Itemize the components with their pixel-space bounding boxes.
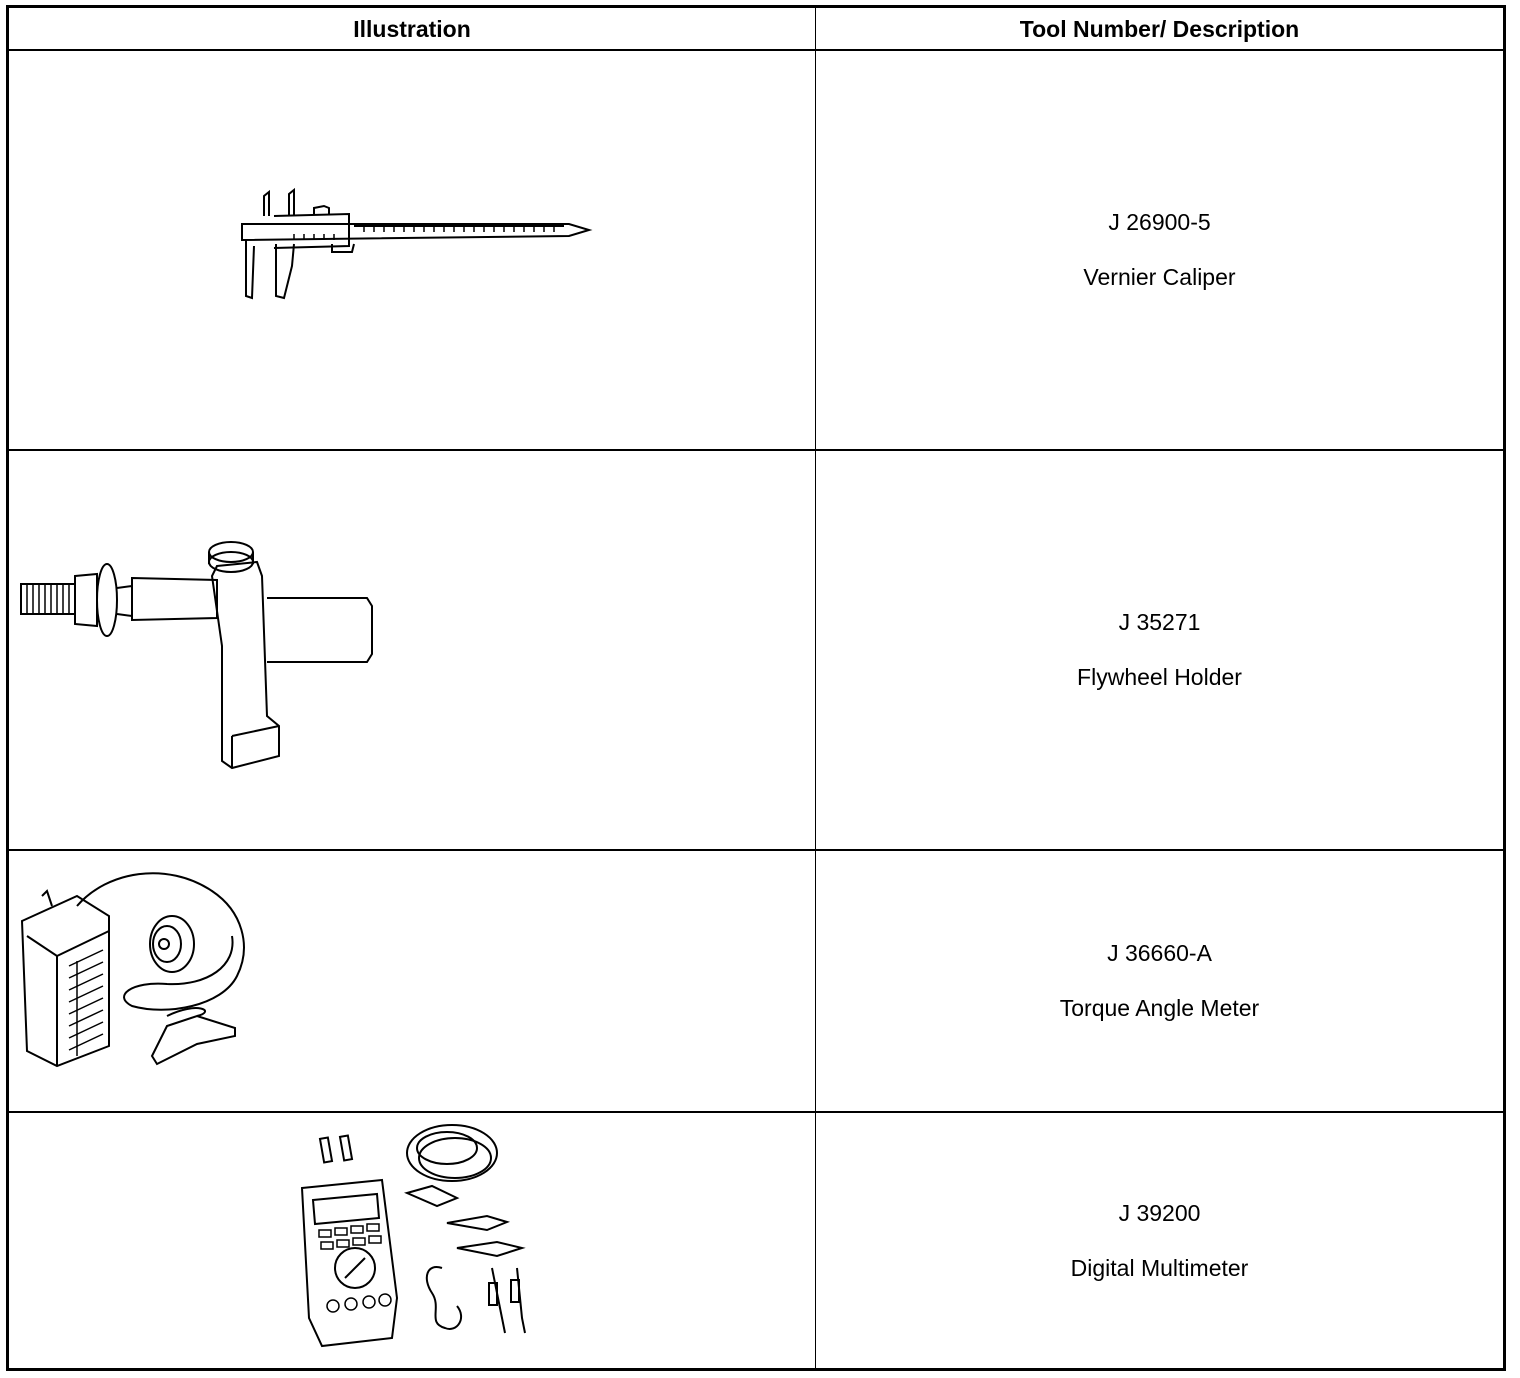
header-tool-description: Tool Number/ Description — [1019, 15, 1300, 42]
table-row-illustration — [9, 51, 815, 449]
digital-multimeter-icon — [297, 1118, 537, 1350]
tool-description: Flywheel Holder — [1077, 664, 1242, 690]
table-row-description — [816, 851, 1503, 1111]
table-row-description — [816, 51, 1503, 449]
tool-description: Torque Angle Meter — [1059, 995, 1260, 1021]
flywheel-holder-icon — [17, 536, 377, 771]
tool-number: J 26900-5 — [1108, 209, 1211, 235]
vernier-caliper-icon — [234, 186, 594, 301]
table-row-illustration — [9, 451, 815, 849]
table-row-illustration — [9, 1113, 815, 1368]
torque-angle-meter-icon — [17, 866, 247, 1071]
tool-number: J 36660-A — [1107, 940, 1212, 966]
table-row-illustration — [9, 851, 815, 1111]
table-row-description — [816, 451, 1503, 849]
table-row-description — [816, 1113, 1503, 1368]
special-tools-table — [6, 5, 1506, 1371]
tool-description: Vernier Caliper — [1083, 264, 1236, 290]
tool-number: J 39200 — [1118, 1199, 1201, 1226]
header-illustration: Illustration — [353, 15, 471, 42]
tool-number: J 35271 — [1118, 609, 1201, 635]
tool-description: Digital Multimeter — [1070, 1254, 1249, 1281]
